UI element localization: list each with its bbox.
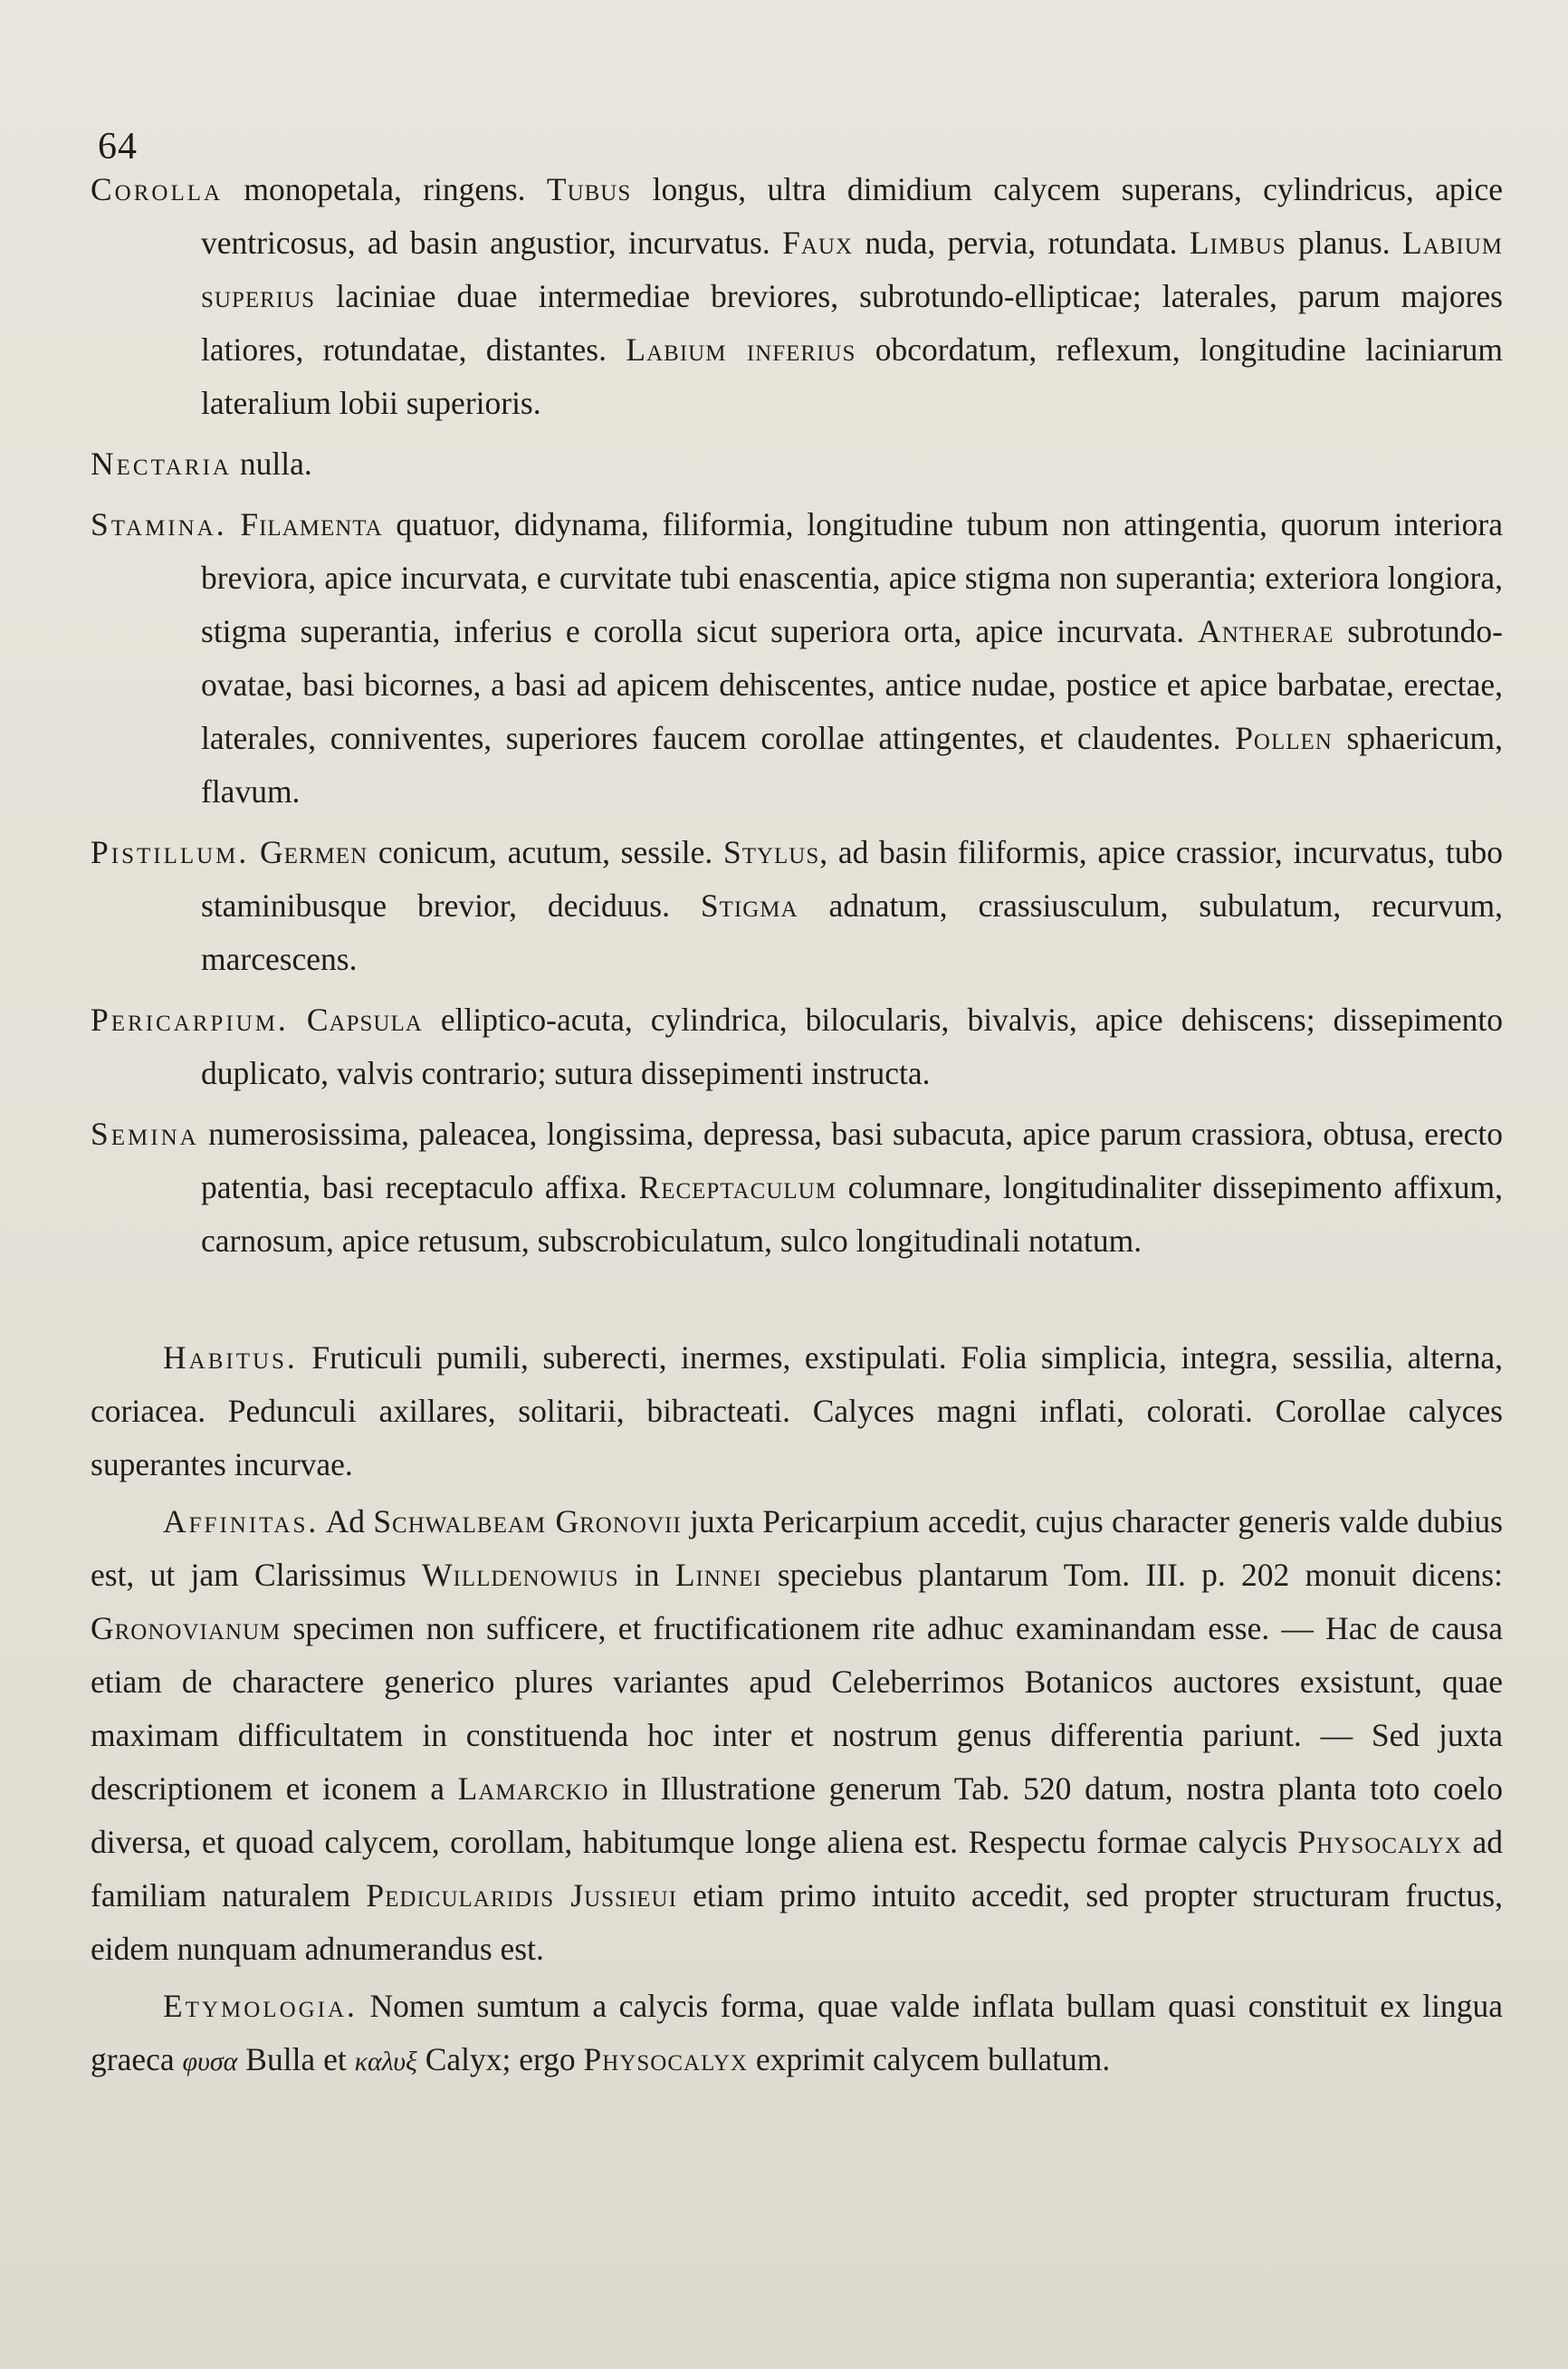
section-heading: Affinitas. xyxy=(163,1503,320,1539)
term: Lamarckio xyxy=(457,1770,609,1807)
greek-word: φυσα xyxy=(182,2047,238,2076)
term: Capsula xyxy=(306,1002,423,1038)
section-heading: Nectaria xyxy=(91,446,232,482)
entry-pistillum xyxy=(91,826,1503,986)
text-run: quatuor, didynama, filiformia, longitudine tubum non attingentia, quorum interiora breviora, apice incurvata, e curvitate tubi enascentia, apice stigma non superantia; exteriora longiora, stigma superantia, inferius e corolla sicut superiora orta, apice incurvata. xyxy=(201,506,1504,649)
text-run: specimen non sufficere, et fructificationem rite adhuc examinandam esse. — Hac de causa etiam de charactere generico plures variantes apud Celeberrimos Botanicos auctores exsistunt, quae maximam difficultatem in constituenda hoc inter et nostrum genus differentia pariunt. — Sed juxta descriptionem et iconem a xyxy=(91,1610,1503,1807)
term: Antherae xyxy=(1198,613,1334,649)
text-run: , ad basin filiformis, apice crassior, incurvatus, tubo staminibusque brevior, deciduus. xyxy=(201,834,1504,924)
text-run: obcordatum, reflexum, longitudine laciniarum lateralium lobii superioris. xyxy=(201,331,1503,421)
section-heading: Corolla xyxy=(91,171,224,207)
term: Willdenowius xyxy=(421,1557,619,1593)
text-run xyxy=(249,834,260,870)
text-run: in Illustratione generum Tab. 520 datum, nostra planta toto coelo diversa, et quoad calycem, corollam, habitumque longe aliena est. Respectu formae calycis xyxy=(91,1770,1503,1860)
term: Gronovianum xyxy=(91,1610,282,1646)
remarks xyxy=(91,1331,1503,2088)
section-heading: Stamina. xyxy=(91,506,227,542)
text-run: conicum, acutum, sessile. xyxy=(368,834,723,870)
text-run xyxy=(227,506,241,542)
entry-nectaria xyxy=(91,437,1503,491)
term: Linnei xyxy=(674,1557,762,1593)
entry-semina xyxy=(91,1108,1503,1268)
text-run: etiam primo intuito accedit, sed propter structuram fructus, eidem nunquam adnumerandus est. xyxy=(91,1877,1503,1967)
section-gap xyxy=(91,1275,1503,1331)
term: Faux xyxy=(782,225,854,261)
text-run: numerosissima, paleacea, longissima, depressa, basi subacuta, apice parum crassiora, obtusa, erecto patentia, basi receptaculo affixa. xyxy=(198,1116,1503,1205)
text-run: nuda, pervia, rotundata. xyxy=(853,225,1190,261)
term: Germen xyxy=(259,834,368,870)
section-heading: Semina xyxy=(91,1116,199,1152)
term: Labium inferius xyxy=(626,331,856,368)
entry-stamina xyxy=(91,498,1503,819)
term: Filamenta xyxy=(240,506,383,542)
text-run: laciniae duae intermediae breviores, subrotundo-ellipticae; laterales, parum majores latiores, rotundatae, distantes. xyxy=(201,278,1503,368)
entry-corolla xyxy=(91,163,1503,430)
text-run: nulla. xyxy=(231,446,312,482)
section-heading: Etymologia. xyxy=(163,1988,358,2024)
text-run: columnare, longitudinaliter dissepimento affixum, carnosum, apice retusum, subscrobiculatum, sulco longitudinali notatum. xyxy=(201,1169,1503,1259)
text-run: Nomen sumtum a calycis forma, quae valde inflata bullam quasi constituit ex lingua graeca xyxy=(91,1988,1503,2077)
page-number: 64 xyxy=(98,126,138,168)
term: Receptaculum xyxy=(638,1169,837,1205)
term: Stigma xyxy=(700,887,798,924)
paragraph-affinitas xyxy=(91,1495,1503,1976)
term: Physocalyx xyxy=(583,2041,748,2077)
section-heading: Habitus. xyxy=(163,1339,298,1376)
text-run: Calyx; ergo xyxy=(416,2041,584,2077)
text-run: elliptico-acuta, cylindrica, bilocularis, bivalvis, apice dehiscens; dissepimento duplicato, valvis contrario; sutura dissepimenti instructa. xyxy=(201,1002,1503,1091)
paragraph-etymologia xyxy=(91,1980,1503,2088)
text-run: subrotundo-ovatae, basi bicornes, a basi ad apicem dehiscentes, antice nudae, postice et apice barbatae, erectae, laterales, conniventes, superiores faucem corollae attingentes, et claudentes. xyxy=(201,613,1504,756)
term: Schwalbeam Gronovii xyxy=(373,1503,682,1539)
text-body xyxy=(91,163,1503,2092)
section-heading: Pistillum. xyxy=(91,834,250,870)
term: Limbus xyxy=(1189,225,1286,261)
term: Tubus xyxy=(546,171,632,207)
text-run: juxta Pericarpium accedit, cujus character generis valde dubius est, ut jam Clarissimus xyxy=(91,1503,1503,1593)
text-run: Ad xyxy=(319,1503,374,1539)
genus-description xyxy=(91,163,1503,1268)
entry-pericarpium xyxy=(91,993,1503,1100)
term: Labium superius xyxy=(201,225,1504,314)
text-run: speciebus plantarum Tom. III. p. 202 monuit dicens: xyxy=(761,1557,1503,1593)
greek-word: καλυξ xyxy=(354,2047,417,2076)
text-run: ad familiam naturalem xyxy=(91,1824,1503,1913)
text-run: longus, ultra dimidium calycem superans, cylindricus, apice ventricosus, ad basin angustior, incurvatus. xyxy=(201,171,1503,261)
text-run: exprimit calycem bullatum. xyxy=(747,2041,1111,2077)
text-run xyxy=(289,1002,307,1038)
term: Stylus xyxy=(722,834,820,870)
text-run: in xyxy=(618,1557,675,1593)
text-run: adnatum, crassiusculum, subulatum, recurvum, marcescens. xyxy=(201,887,1504,977)
text-run: sphaericum, flavum. xyxy=(201,720,1503,810)
text-run: Fruticuli pumili, suberecti, inermes, exstipulati. Folia simplicia, integra, sessilia, alterna, coriacea. Pedunculi axillares, solitarii, bibracteati. Calyces magni inflati, colorati. Corollae calyces superantes incurvae. xyxy=(91,1339,1503,1482)
text-run: Bulla et xyxy=(237,2041,355,2077)
text-run: planus. xyxy=(1286,225,1402,261)
text-run: monopetala, ringens. xyxy=(223,171,547,207)
term: Pollen xyxy=(1235,720,1333,756)
term: Pedicularidis Jussieui xyxy=(366,1877,677,1913)
term: Physocalyx xyxy=(1297,1824,1462,1860)
section-heading: Pericarpium. xyxy=(91,1002,289,1038)
paragraph-habitus xyxy=(91,1331,1503,1491)
